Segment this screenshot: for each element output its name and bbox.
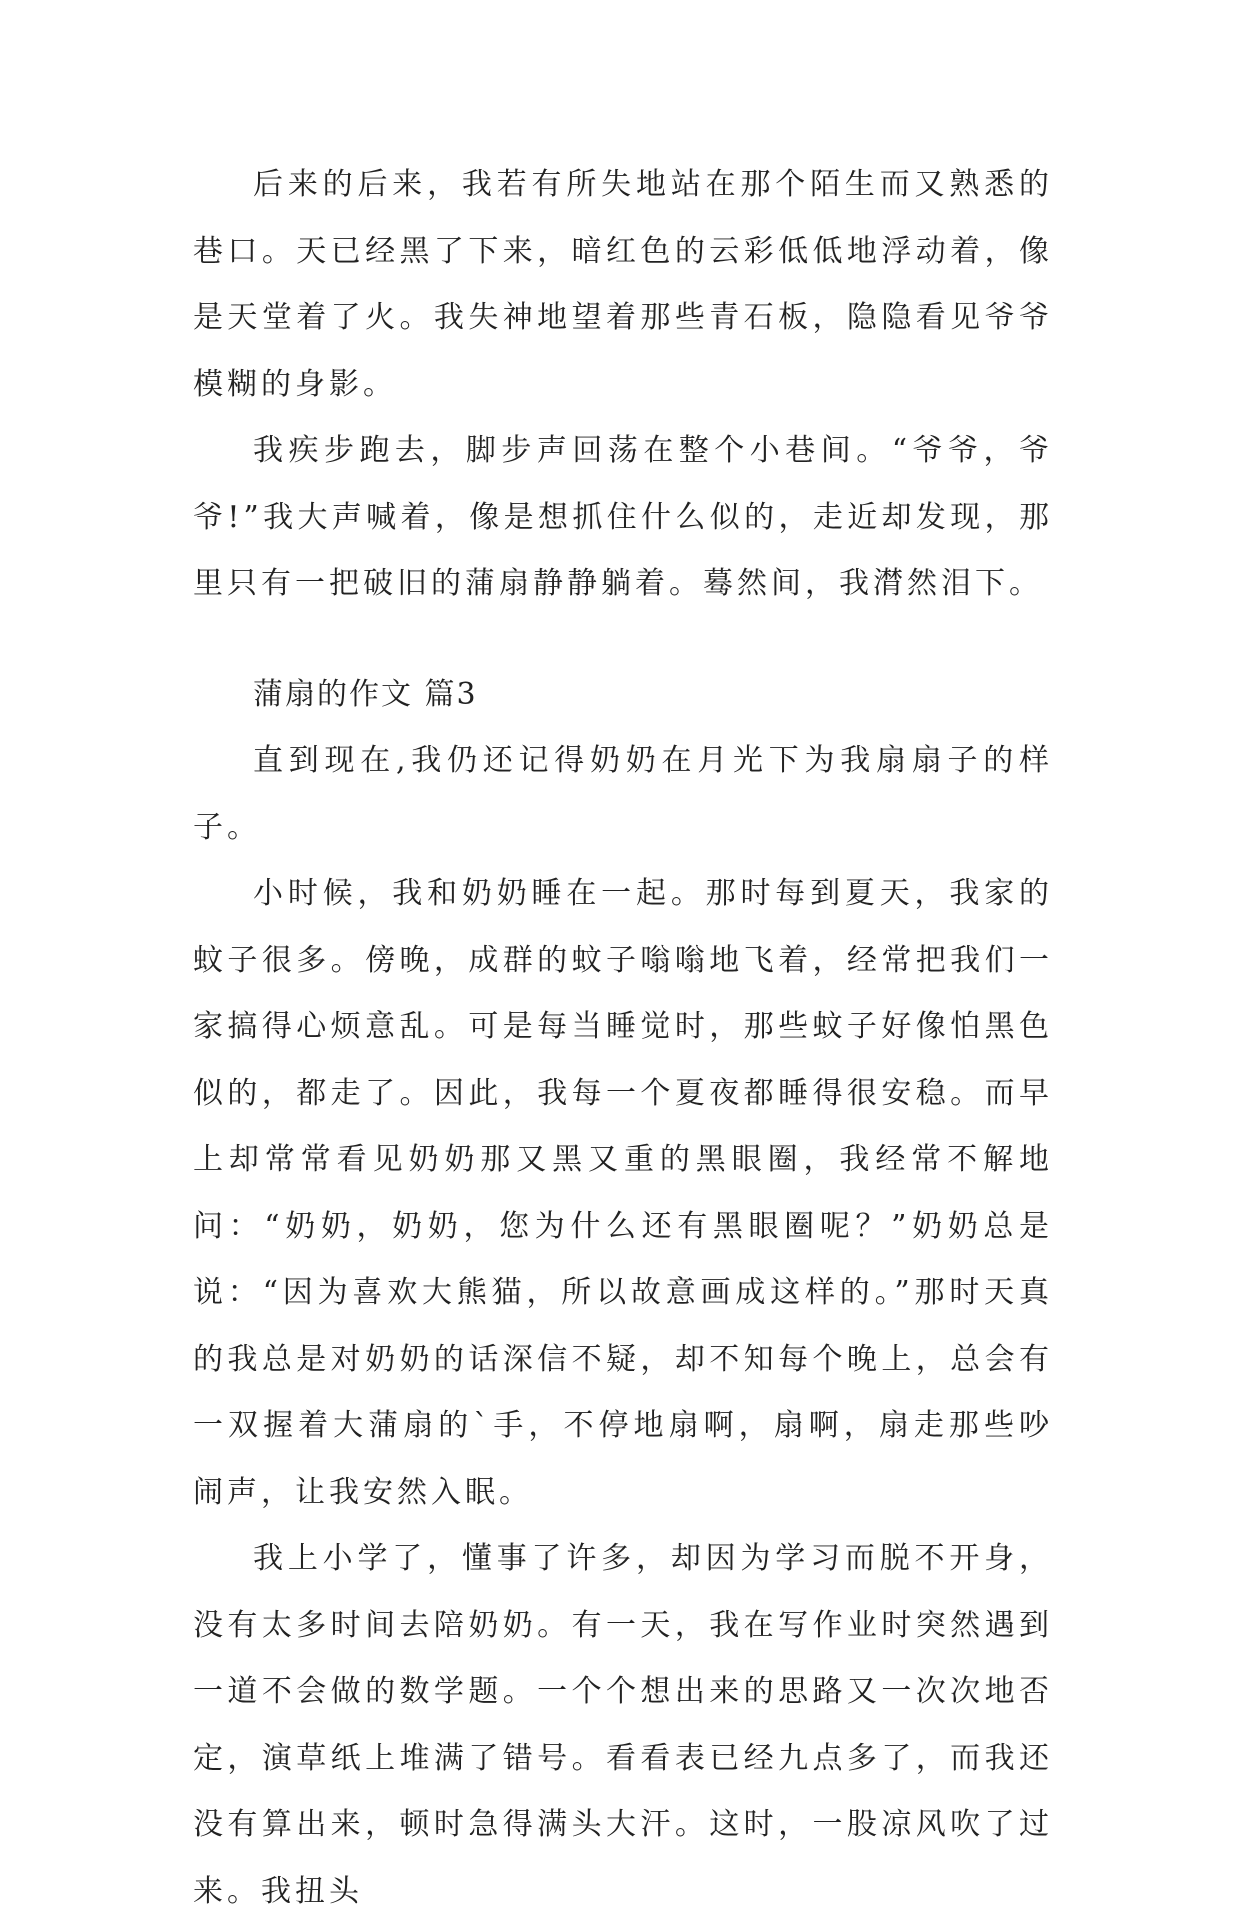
document-body xyxy=(193,152,1053,1925)
paragraph: 直到现在,我仍还记得奶奶在月光下为我扇扇子的样子。 xyxy=(193,743,1053,845)
paragraph: 小时候，我和奶奶睡在一起。那时每到夏天，我家的蚊子很多。傍晚，成群的蚊子嗡嗡地飞着，经常把我们一家搞得心烦意乱。可是每当睡觉时，那些蚊子好像怕黑色似的，都走了。因此，我每一个夏夜都睡得很安稳。而早上却常常看见奶奶那又黑又重的黑眼圈，我经常不解地问：“奶奶，奶奶，您为什么还有黑眼圈呢？”奶奶总是说：“因为喜欢大熊猫，所以故意画成这样的。”那时天真的我总是对奶奶的话深信不疑，却不知每个晚上，总会有一双握着大蒲扇的`手，不停地扇啊，扇啊，扇走那些吵闹声，让我安然入眠。 xyxy=(193,876,1053,1510)
section-spacer xyxy=(193,618,1053,662)
section-heading: 蒲扇的作文 篇3 xyxy=(253,676,478,712)
paragraph: 我上小学了，懂事了许多，却因为学习而脱不开身，没有太多时间去陪奶奶。有一天，我在写作业时突然遇到一道不会做的数学题。一个个想出来的思路又一次次地否定，演草纸上堆满了错号。看看表已经九点多了，而我还没有算出来，顿时急得满头大汗。这时，一股凉风吹了过来。我扭头 xyxy=(193,1541,1053,1909)
paragraph: 我疾步跑去，脚步声回荡在整个小巷间。“爷爷，爷爷!”我大声喊着，像是想抓住什么似的，走近却发现，那里只有一把破旧的蒲扇静静躺着。蓦然间，我潸然泪下。 xyxy=(193,433,1053,601)
paragraph: 后来的后来，我若有所失地站在那个陌生而又熟悉的巷口。天已经黑了下来，暗红色的云彩低低地浮动着，像是天堂着了火。我失神地望着那些青石板，隐隐看见爷爷模糊的身影。 xyxy=(193,167,1053,402)
